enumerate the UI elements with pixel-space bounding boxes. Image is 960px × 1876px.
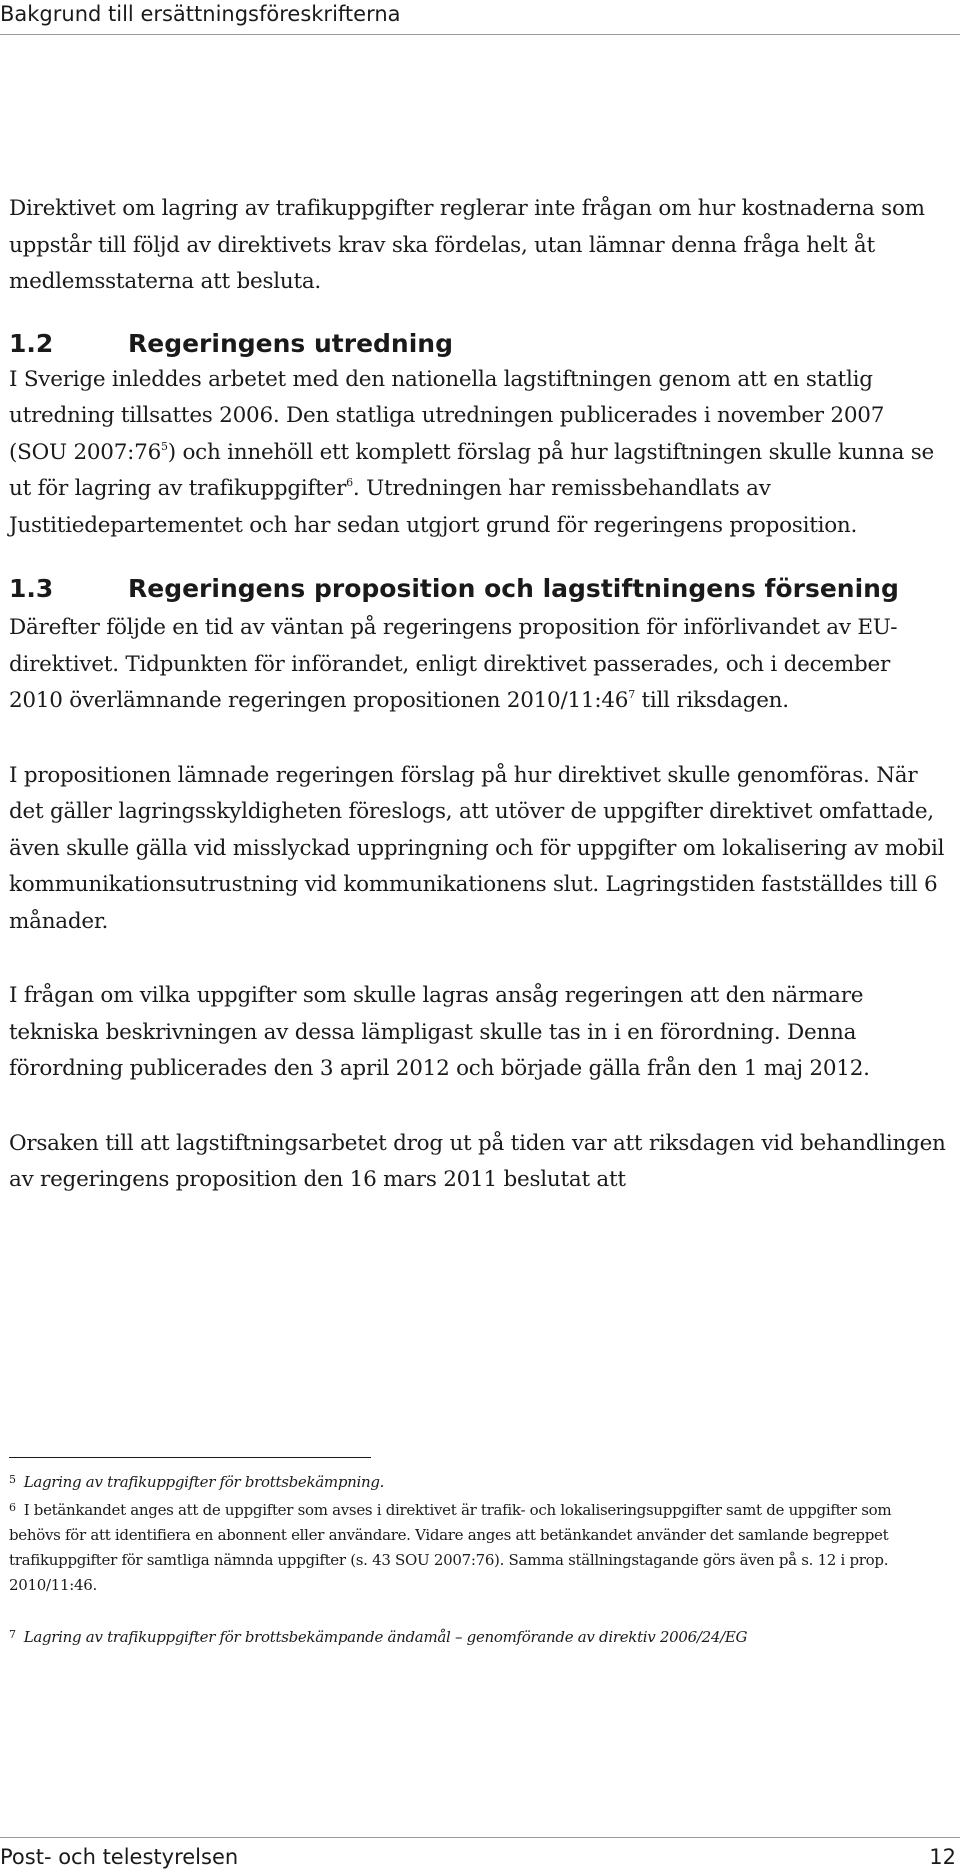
- footnote-ref-7[interactable]: 7: [628, 688, 635, 701]
- footer-organization: Post- och telestyrelsen: [0, 1845, 239, 1869]
- running-header: Bakgrund till ersättningsföreskrifterna: [0, 2, 401, 26]
- footnotes: [9, 1467, 947, 1650]
- paragraph-text: Därefter följde en tid av väntan på regeringens proposition för införlivandet av EU-direktivet. Tidpunkten för införandet, enligt direktivet passerades, och i december 2010 överlämnande regeringen propositionen 2010/11:46: [9, 615, 898, 713]
- paragraph-text: I Sverige inleddes arbetet med den nationella lagstiftningen genom att en statlig utredning tillsattes 2006. Den statliga utredningen publicerades i november 2007 (SOU 2007:76: [9, 366, 885, 465]
- section-title: Regeringens utredning: [128, 328, 453, 358]
- page-number: 12: [929, 1845, 956, 1869]
- footnote-text: I betänkandet anges att de uppgifter som avses i direktivet är trafik- och lokaliseringsuppgifter samt de uppgifter som behövs för att identifiera en abonnent eller användare. Vidare anges att betänkandet använder det samlande begreppet trafikuppgifter för samtliga nämnda uppgifter (s. 43 SOU 2007:76). Samma ställningstagande görs även på s. 12 i prop. 2010/11:46.: [9, 1501, 892, 1594]
- paragraph-text: ) och innehöll ett komplett förslag på hur lagstiftningen skulle kunna se ut för lagring av trafikuppgifter: [9, 439, 935, 501]
- page-body: [9, 191, 947, 1199]
- section-1-3-paragraph-4: Orsaken till att lagstiftningsarbetet drog ut på tiden var att riksdagen vid behandlingen av regeringens proposition den 16 mars 2011 beslutat att: [9, 1130, 946, 1192]
- paragraph-text: till riksdagen.: [634, 688, 789, 713]
- section-heading-1-2: [9, 327, 947, 361]
- footnote-6: [9, 1495, 947, 1598]
- footnote-text: Lagring av trafikuppgifter för brottsbekämpning.: [23, 1473, 385, 1491]
- section-heading-1-3: [9, 572, 947, 606]
- footnote-mark: 7: [9, 1628, 16, 1641]
- section-number: 1.2: [9, 328, 54, 358]
- paragraph-text: . Utredningen har remissbehandlats av Justitiedepartementet och har sedan utgjort grund för regeringens proposition.: [9, 476, 858, 538]
- footer-divider: [0, 1837, 960, 1838]
- section-1-3-paragraph-2: I propositionen lämnade regeringen förslag på hur direktivet skulle genomföras. När det gäller lagringsskyldigheten föreslogs, att utöver de uppgifter direktivet omfattade, även skulle gälla vid misslyckad uppringning och för uppgifter om lokalisering av mobil kommunikationsutrustning vid kommunikationens slut. Lagringstiden fastställdes till 6 månader.: [9, 762, 945, 934]
- footnote-ref-6[interactable]: 6: [346, 476, 353, 489]
- section-1-3-paragraph-1: [9, 610, 947, 720]
- footnote-text: Lagring av trafikuppgifter för brottsbekämpande ändamål – genomförande av direktiv 2006/24/EG: [23, 1628, 748, 1646]
- section-number: 1.3: [9, 574, 54, 603]
- header-divider: [0, 34, 960, 35]
- footnote-separator: [9, 1457, 371, 1458]
- section-title: Regeringens proposition och lagstiftningens försening: [128, 574, 899, 603]
- section-1-3-paragraph-3: I frågan om vilka uppgifter som skulle lagras ansåg regeringen att den närmare tekniska beskrivningen av dessa lämpligast skulle tas in i en förordning. Denna förordning publicerades den 3 april 2012 och började gälla från den 1 maj 2012.: [9, 983, 870, 1081]
- footnote-ref-5[interactable]: 5: [161, 439, 168, 453]
- section-1-2-paragraph: [9, 362, 947, 545]
- intro-paragraph: Direktivet om lagring av trafikuppgifter reglerar inte frågan om hur kostnaderna som uppstår till följd av direktivets krav ska fördelas, utan lämnar denna fråga helt åt medlemsstaterna att besluta.: [9, 196, 925, 294]
- footnote-mark: 5: [9, 1473, 16, 1486]
- footnote-5: [9, 1467, 947, 1495]
- footnote-7: [9, 1622, 947, 1650]
- footnote-mark: 6: [9, 1501, 16, 1514]
